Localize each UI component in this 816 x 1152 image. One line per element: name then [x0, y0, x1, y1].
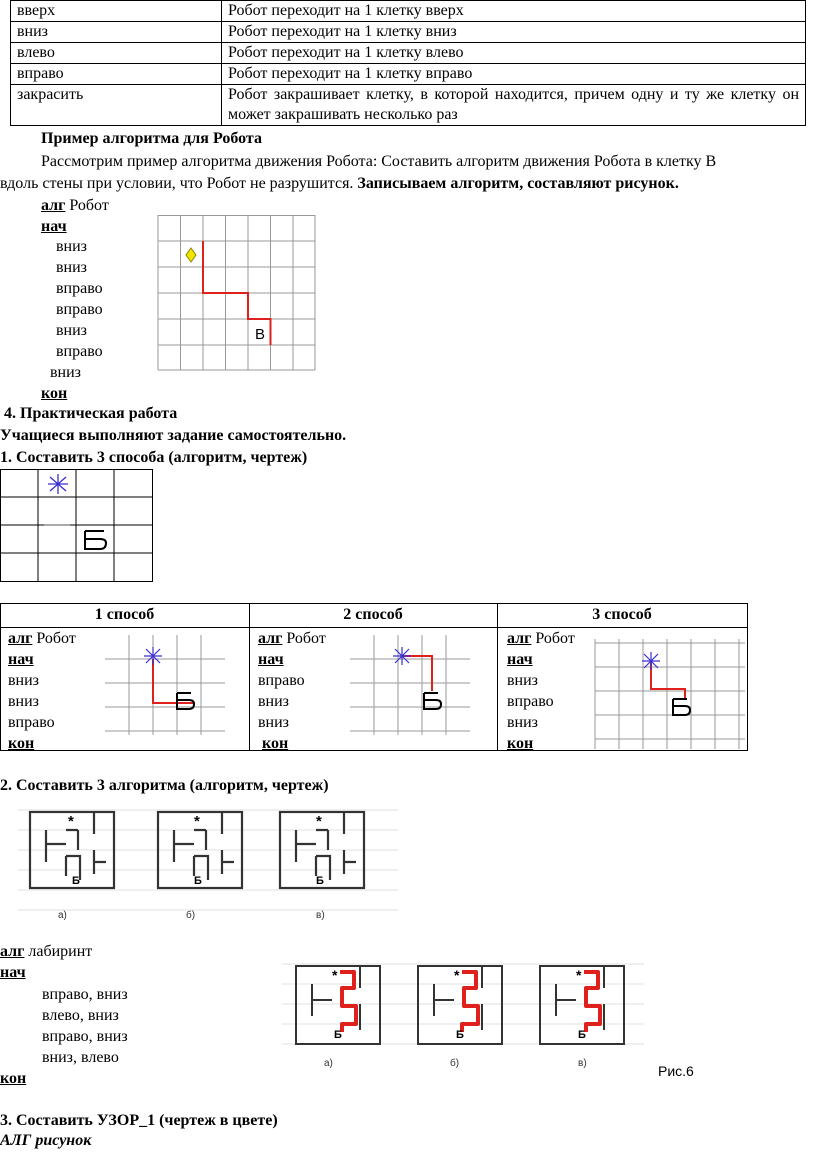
command-name: вверх [11, 1, 222, 22]
robot-star-icon [48, 474, 68, 494]
maze-alg-begin: нач [0, 964, 26, 981]
table-row [11, 43, 806, 64]
ways-table [0, 603, 748, 751]
task-3-title: 3. Составить УЗОР_1 (чертеж в цвете) [0, 1112, 278, 1129]
cell-label: В [255, 326, 266, 343]
task-3-subtitle: АЛГ рисунок [0, 1132, 92, 1149]
command-desc: Робот переходит на 1 клетку вверх [222, 1, 806, 22]
command-name: вправо [11, 64, 222, 85]
maze-b-label: Б [316, 875, 324, 887]
alg-step: вниз [56, 238, 87, 255]
way-path [153, 659, 195, 703]
alg-step: вниз [56, 259, 87, 276]
table-row [11, 22, 806, 43]
maze-star: * [332, 967, 338, 983]
command-desc: Робот переходит на 1 клетку влево [222, 43, 806, 64]
maze-alg-end: кон [0, 1070, 27, 1087]
alg-step: вправо [56, 280, 103, 297]
maze-alg-step: вниз, влево [42, 1049, 119, 1066]
maze-caption: б) [186, 910, 196, 921]
practice-subtitle: Учащиеся выполняют задание самостоятельно. [0, 427, 347, 444]
command-desc: Робот переходит на 1 клетку вправо [222, 64, 806, 85]
way-3-grid [595, 639, 745, 749]
maze-b-label: Б [456, 1029, 464, 1041]
robot-star-icon [642, 652, 660, 670]
maze-path-b [462, 972, 478, 1032]
maze-caption: в) [578, 1058, 587, 1069]
robot-star-icon [393, 647, 411, 665]
practice-heading: 4. Практическая работа [4, 405, 178, 422]
example-heading: Пример алгоритма для Робота [41, 130, 262, 147]
alg-begin: нач [41, 218, 67, 235]
maze-b-label: Б [72, 875, 80, 887]
alg-step: вниз [50, 364, 81, 381]
maze-caption: а) [58, 910, 67, 921]
maze-b-label: Б [194, 875, 202, 887]
maze-b-label: Б [578, 1029, 586, 1041]
task-1-title: 1. Составить 3 способа (алгоритм, чертеж) [0, 449, 308, 466]
maze-path-a [340, 972, 356, 1032]
target-b-icon [85, 531, 106, 549]
example-paragraph-cont: вдоль стены при условии, что Робот не разрушится. Записываем алгоритм, составляют рисунок. [0, 175, 679, 192]
way-2-grid [350, 635, 470, 735]
mazes-empty [18, 800, 398, 925]
maze-b-label: Б [334, 1029, 342, 1041]
maze-star: * [316, 813, 322, 830]
alg-step: вниз [56, 322, 87, 339]
way-1-alg: алг Робот нач вниз вниз вправо кон [8, 630, 76, 752]
maze-path-v [584, 972, 600, 1032]
maze-alg-step: вправо, вниз [42, 1028, 128, 1045]
example-paragraph: Рассмотрим пример алгоритма движения Робота: Составить алгоритм движения Робота в клетку В [41, 153, 717, 170]
robot-diamond-icon [186, 248, 196, 262]
command-name: влево [11, 43, 222, 64]
figure-caption: Рис.6 [658, 1063, 694, 1079]
commands-table [10, 0, 806, 126]
way-2-alg: алг Робот нач вправо вниз вниз кон [258, 630, 326, 752]
way-1-title: 1 способ [94, 606, 155, 623]
maze-star: * [454, 967, 460, 983]
way-3-title: 3 способ [592, 606, 652, 623]
command-desc: Робот переходит на 1 клетку вниз [222, 22, 806, 43]
table-row [11, 1, 806, 22]
alg-end: кон [41, 385, 68, 402]
mazes-solved [282, 958, 644, 1076]
example-grid [158, 215, 318, 370]
maze-caption: б) [450, 1058, 460, 1069]
target-b-icon [673, 699, 690, 715]
maze-star: * [576, 967, 582, 983]
maze-alg-header: алг лабиринт [0, 943, 93, 960]
command-desc: Робот закрашивает клетку, в которой находится, причем одну и ту же клетку он может закрашивать несколько раз [222, 85, 806, 126]
robot-star-icon [144, 647, 162, 665]
maze-star: * [68, 813, 74, 830]
maze-star: * [194, 813, 200, 830]
alg-header: алг Робот [41, 197, 109, 214]
maze-alg-step: вправо, вниз [42, 986, 128, 1003]
maze-caption: в) [316, 910, 325, 921]
table-row [11, 85, 806, 126]
way-3-alg: алг Робот нач вниз вправо вниз кон [507, 630, 575, 752]
task-2-title: 2. Составить 3 алгоритма (алгоритм, чертеж) [0, 777, 329, 794]
maze-alg-step: влево, вниз [42, 1007, 119, 1024]
way-1-grid [105, 635, 225, 735]
alg-step: вправо [56, 343, 103, 360]
way-2-title: 2 способ [343, 606, 403, 623]
command-name: закрасить [11, 85, 222, 126]
table-row [11, 64, 806, 85]
command-name: вниз [11, 22, 222, 43]
task1-grid [0, 469, 155, 584]
alg-step: вправо [56, 301, 103, 318]
maze-caption: а) [324, 1058, 333, 1069]
